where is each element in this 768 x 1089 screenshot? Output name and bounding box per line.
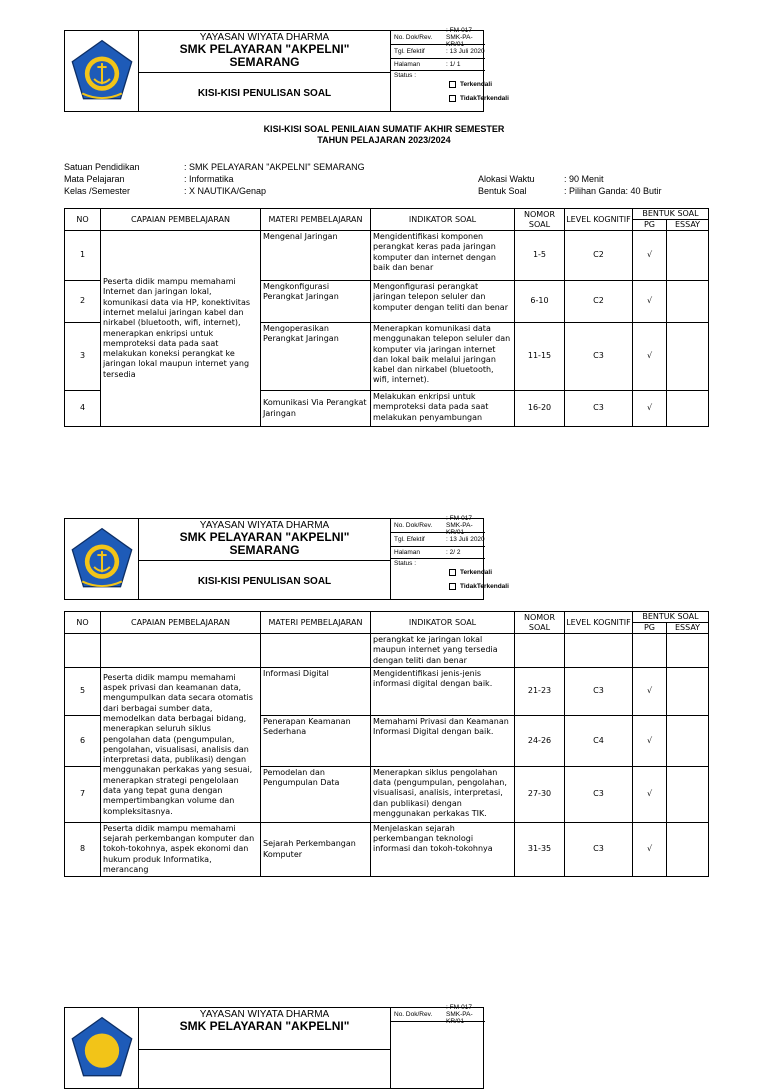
col-materi: MATERI PEMBELAJARAN <box>261 612 371 634</box>
effective-value: : 13 Juli 2020 <box>446 48 485 55</box>
checkbox-icon <box>449 81 456 88</box>
col-no: NO <box>65 612 101 634</box>
foundation-name: YAYASAN WIYATA DHARMA <box>199 520 330 531</box>
row-cp: Peserta didik mampu memahami aspek privasi dan keamanan data, mengumpulkan data secara otomatis dari berbagai sumber data, memodelkan data berbagai bidang, menerapkan seluruh siklus pengolahan data (pengumpulan, pengolahan, visualisasi, analisis dan interpretasi data, publikasi) dengan menggunakan perkakas yang sesuai, menerapkan strategi pengelolaan data yang tepat guna dengan mempertimbangkan volume dan kompleksitasnya. <box>101 667 261 822</box>
info-label: Kelas /Semester <box>64 186 131 196</box>
row-no: 5 <box>65 667 101 715</box>
info-value: : SMK PELAYARAN "AKPELNI" SEMARANG <box>184 162 365 172</box>
row-pg: √ <box>633 231 667 281</box>
row-no: 7 <box>65 766 101 822</box>
col-cp: CAPAIAN PEMBELAJARAN <box>101 612 261 634</box>
row-indikator: Menjelaskan sejarah perkembangan teknologi informasi dan tokoh-tokohnya <box>371 822 515 876</box>
doc-no-value: : FM-017-SMK-PA-KR/01 <box>446 27 475 48</box>
row-materi <box>261 634 371 668</box>
row-nomor: 27-30 <box>515 766 565 822</box>
row-pg: √ <box>633 766 667 822</box>
col-bentuk: BENTUK SOAL <box>633 612 709 623</box>
col-cp: CAPAIAN PEMBELAJARAN <box>101 209 261 231</box>
row-nomor: 16-20 <box>515 391 565 427</box>
document-title: KISI-KISI PENULISAN SOAL <box>197 87 332 99</box>
doc-no-label: No. Dok/Rev. <box>394 522 433 529</box>
info-value: : Informatika <box>184 174 234 184</box>
col-nomor: NOMOR SOAL <box>515 612 565 634</box>
status-controlled: Terkendali <box>449 569 492 576</box>
logo-cell <box>65 1008 139 1088</box>
row-essay <box>667 281 709 323</box>
school-name-line1: SMK PELAYARAN "AKPELNI" <box>179 42 350 56</box>
col-pg: PG <box>633 220 667 231</box>
school-name-line1: SMK PELAYARAN "AKPELNI" <box>179 530 350 544</box>
row-essay <box>667 391 709 427</box>
row-materi: Mengenal Jaringan <box>261 231 371 281</box>
col-materi: MATERI PEMBELAJARAN <box>261 209 371 231</box>
status-label: Status : <box>394 560 417 567</box>
foundation-name: YAYASAN WIYATA DHARMA <box>199 32 330 43</box>
row-no: 1 <box>65 231 101 281</box>
row-level: C3 <box>565 766 633 822</box>
row-indikator: Menerapkan komunikasi data menggunakan telepon seluler dan komputer via jaringan internet dan lokal baik melalui jaringan kabel dan nirkabel (bluetooth, wifi, internet). <box>371 323 515 391</box>
row-cp: Peserta didik mampu memahami Internet dan jaringan lokal, komunikasi data via HP, konektivitas internet melalui jaringan kabel dan nirkabel (bluetooth, wifi, internet), menerapkan enkripsi untuk memproteksi data pada saat melakukan koneksi perangkat ke jaringan lokal maupun internet yang tersedia <box>101 231 261 427</box>
col-no: NO <box>65 209 101 231</box>
grid-table-1 <box>64 208 709 427</box>
row-no: 4 <box>65 391 101 427</box>
row-level: C3 <box>565 822 633 876</box>
col-indikator: INDIKATOR SOAL <box>371 612 515 634</box>
col-level: LEVEL KOGNITIF <box>565 612 633 634</box>
exam-title-line1: KISI-KISI SOAL PENILAIAN SUMATIF AKHIR SEMESTER <box>263 124 505 134</box>
col-pg: PG <box>633 623 667 634</box>
row-essay <box>667 667 709 715</box>
row-indikator: perangkat ke jaringan lokal maupun internet yang tersedia dengan teliti dan benar <box>371 634 515 668</box>
row-indikator: Menerapkan siklus pengolahan data (pengumpulan, pengolahan, visualisasi, analisis, interpretasi, dan publikasi) dengan menggunakan perkakas TIK. <box>371 766 515 822</box>
table-row <box>65 822 709 876</box>
school-name-line2: SEMARANG <box>229 55 300 69</box>
row-materi: Penerapan Keamanan Sederhana <box>261 715 371 766</box>
checkbox-icon <box>449 95 456 102</box>
row-essay <box>667 766 709 822</box>
info-label: Mata Pelajaran <box>64 174 125 184</box>
row-indikator: Mengidentifikasi komponen perangkat keras pada jaringan komputer dan internet dengan baik dan benar <box>371 231 515 281</box>
school-name-line1: SMK PELAYARAN "AKPELNI" <box>179 1019 350 1033</box>
row-materi: Informasi Digital <box>261 667 371 715</box>
doc-no-label: No. Dok/Rev. <box>394 34 433 41</box>
row-cp: Peserta didik mampu memahami sejarah perkembangan komputer dan tokoh-tokohnya, aspek ekonomi dan hukum produk Informatika, merancang <box>101 822 261 876</box>
foundation-name: YAYASAN WIYATA DHARMA <box>199 1009 330 1020</box>
col-level: LEVEL KOGNITIF <box>565 209 633 231</box>
school-logo-icon <box>69 526 135 592</box>
row-no: 8 <box>65 822 101 876</box>
row-no <box>65 634 101 668</box>
row-level: C2 <box>565 231 633 281</box>
row-essay <box>667 822 709 876</box>
row-pg <box>633 634 667 668</box>
col-essay: ESSAY <box>667 623 709 634</box>
document-header-2 <box>64 515 509 600</box>
row-level: C3 <box>565 323 633 391</box>
status-uncontrolled: TidakTerkendali <box>449 95 509 102</box>
checkbox-icon <box>449 569 456 576</box>
info-right <box>478 173 662 197</box>
effective-label: Tgl. Efektif <box>394 48 425 55</box>
row-pg: √ <box>633 667 667 715</box>
table-row <box>65 667 709 715</box>
status-controlled: Terkendali <box>449 81 492 88</box>
checkbox-icon <box>449 583 456 590</box>
row-cp <box>101 634 261 668</box>
page-value: : 1/ 1 <box>446 61 461 68</box>
row-indikator: Mengidentifikasi jenis-jenis informasi digital dengan baik. <box>371 667 515 715</box>
school-logo-icon <box>69 1015 135 1081</box>
row-essay <box>667 634 709 668</box>
col-nomor: NOMOR SOAL <box>515 209 565 231</box>
row-nomor: 21-23 <box>515 667 565 715</box>
row-pg: √ <box>633 281 667 323</box>
page-label: Halaman <box>394 549 421 556</box>
row-essay <box>667 323 709 391</box>
effective-value: : 13 Juli 2020 <box>446 536 485 543</box>
effective-label: Tgl. Efektif <box>394 536 425 543</box>
exam-title-line2: TAHUN PELAJARAN 2023/2024 <box>317 135 451 145</box>
row-level: C2 <box>565 281 633 323</box>
row-pg: √ <box>633 715 667 766</box>
row-nomor <box>515 634 565 668</box>
row-materi: Mengoperasikan Perangkat Jaringan <box>261 323 371 391</box>
row-materi: Mengkonfigurasi Perangkat Jaringan <box>261 281 371 323</box>
document-header-3 <box>64 1004 484 1089</box>
info-left <box>64 161 365 197</box>
doc-no-value: : FM-017-SMK-PA-KR/01 <box>446 515 475 536</box>
row-indikator: Memahami Privasi dan Keamanan Informasi Digital dengan baik. <box>371 715 515 766</box>
doc-no-label: No. Dok/Rev. <box>394 1011 433 1018</box>
row-nomor: 1-5 <box>515 231 565 281</box>
row-no: 6 <box>65 715 101 766</box>
page-label: Halaman <box>394 61 421 68</box>
logo-cell <box>65 31 139 111</box>
document-header-1 <box>64 27 509 112</box>
info-value: : 90 Menit <box>564 174 604 184</box>
col-indikator: INDIKATOR SOAL <box>371 209 515 231</box>
row-level: C4 <box>565 715 633 766</box>
row-materi: Pemodelan dan Pengumpulan Data <box>261 766 371 822</box>
school-name-line2: SEMARANG <box>229 543 300 557</box>
row-materi: Komunikasi Via Perangkat Jaringan <box>261 391 371 427</box>
row-no: 2 <box>65 281 101 323</box>
logo-cell <box>65 519 139 599</box>
row-pg: √ <box>633 391 667 427</box>
col-essay: ESSAY <box>667 220 709 231</box>
row-level <box>565 634 633 668</box>
row-level: C3 <box>565 667 633 715</box>
info-label: Bentuk Soal <box>478 186 527 196</box>
row-essay <box>667 231 709 281</box>
row-nomor: 31-35 <box>515 822 565 876</box>
row-pg: √ <box>633 822 667 876</box>
table-row-continued <box>65 634 709 668</box>
row-nomor: 6-10 <box>515 281 565 323</box>
row-materi: Sejarah Perkembangan Komputer <box>261 822 371 876</box>
info-label: Alokasi Waktu <box>478 174 535 184</box>
school-logo-icon <box>69 38 135 104</box>
row-nomor: 24-26 <box>515 715 565 766</box>
col-bentuk: BENTUK SOAL <box>633 209 709 220</box>
grid-table-2 <box>64 611 709 877</box>
row-level: C3 <box>565 391 633 427</box>
row-essay <box>667 715 709 766</box>
page-value: : 2/ 2 <box>446 549 461 556</box>
document-title: KISI-KISI PENULISAN SOAL <box>197 575 332 587</box>
info-value: : X NAUTIKA/Genap <box>184 186 267 196</box>
row-nomor: 11-15 <box>515 323 565 391</box>
status-label: Status : <box>394 72 417 79</box>
table-row <box>65 231 709 281</box>
row-indikator: Mengonfigurasi perangkat jaringan telepon seluler dan komputer dengan teliti dan benar <box>371 281 515 323</box>
row-no: 3 <box>65 323 101 391</box>
info-value: : Pilihan Ganda: 40 Butir <box>564 186 662 196</box>
status-uncontrolled: TidakTerkendali <box>449 583 509 590</box>
doc-no-value: : FM-017-SMK-PA-KR/01 <box>446 1004 475 1025</box>
row-indikator: Melakukan enkripsi untuk memproteksi data pada saat melakukan penyambungan <box>371 391 515 427</box>
exam-title <box>0 124 768 146</box>
row-pg: √ <box>633 323 667 391</box>
info-label: Satuan Pendidikan <box>64 162 140 172</box>
